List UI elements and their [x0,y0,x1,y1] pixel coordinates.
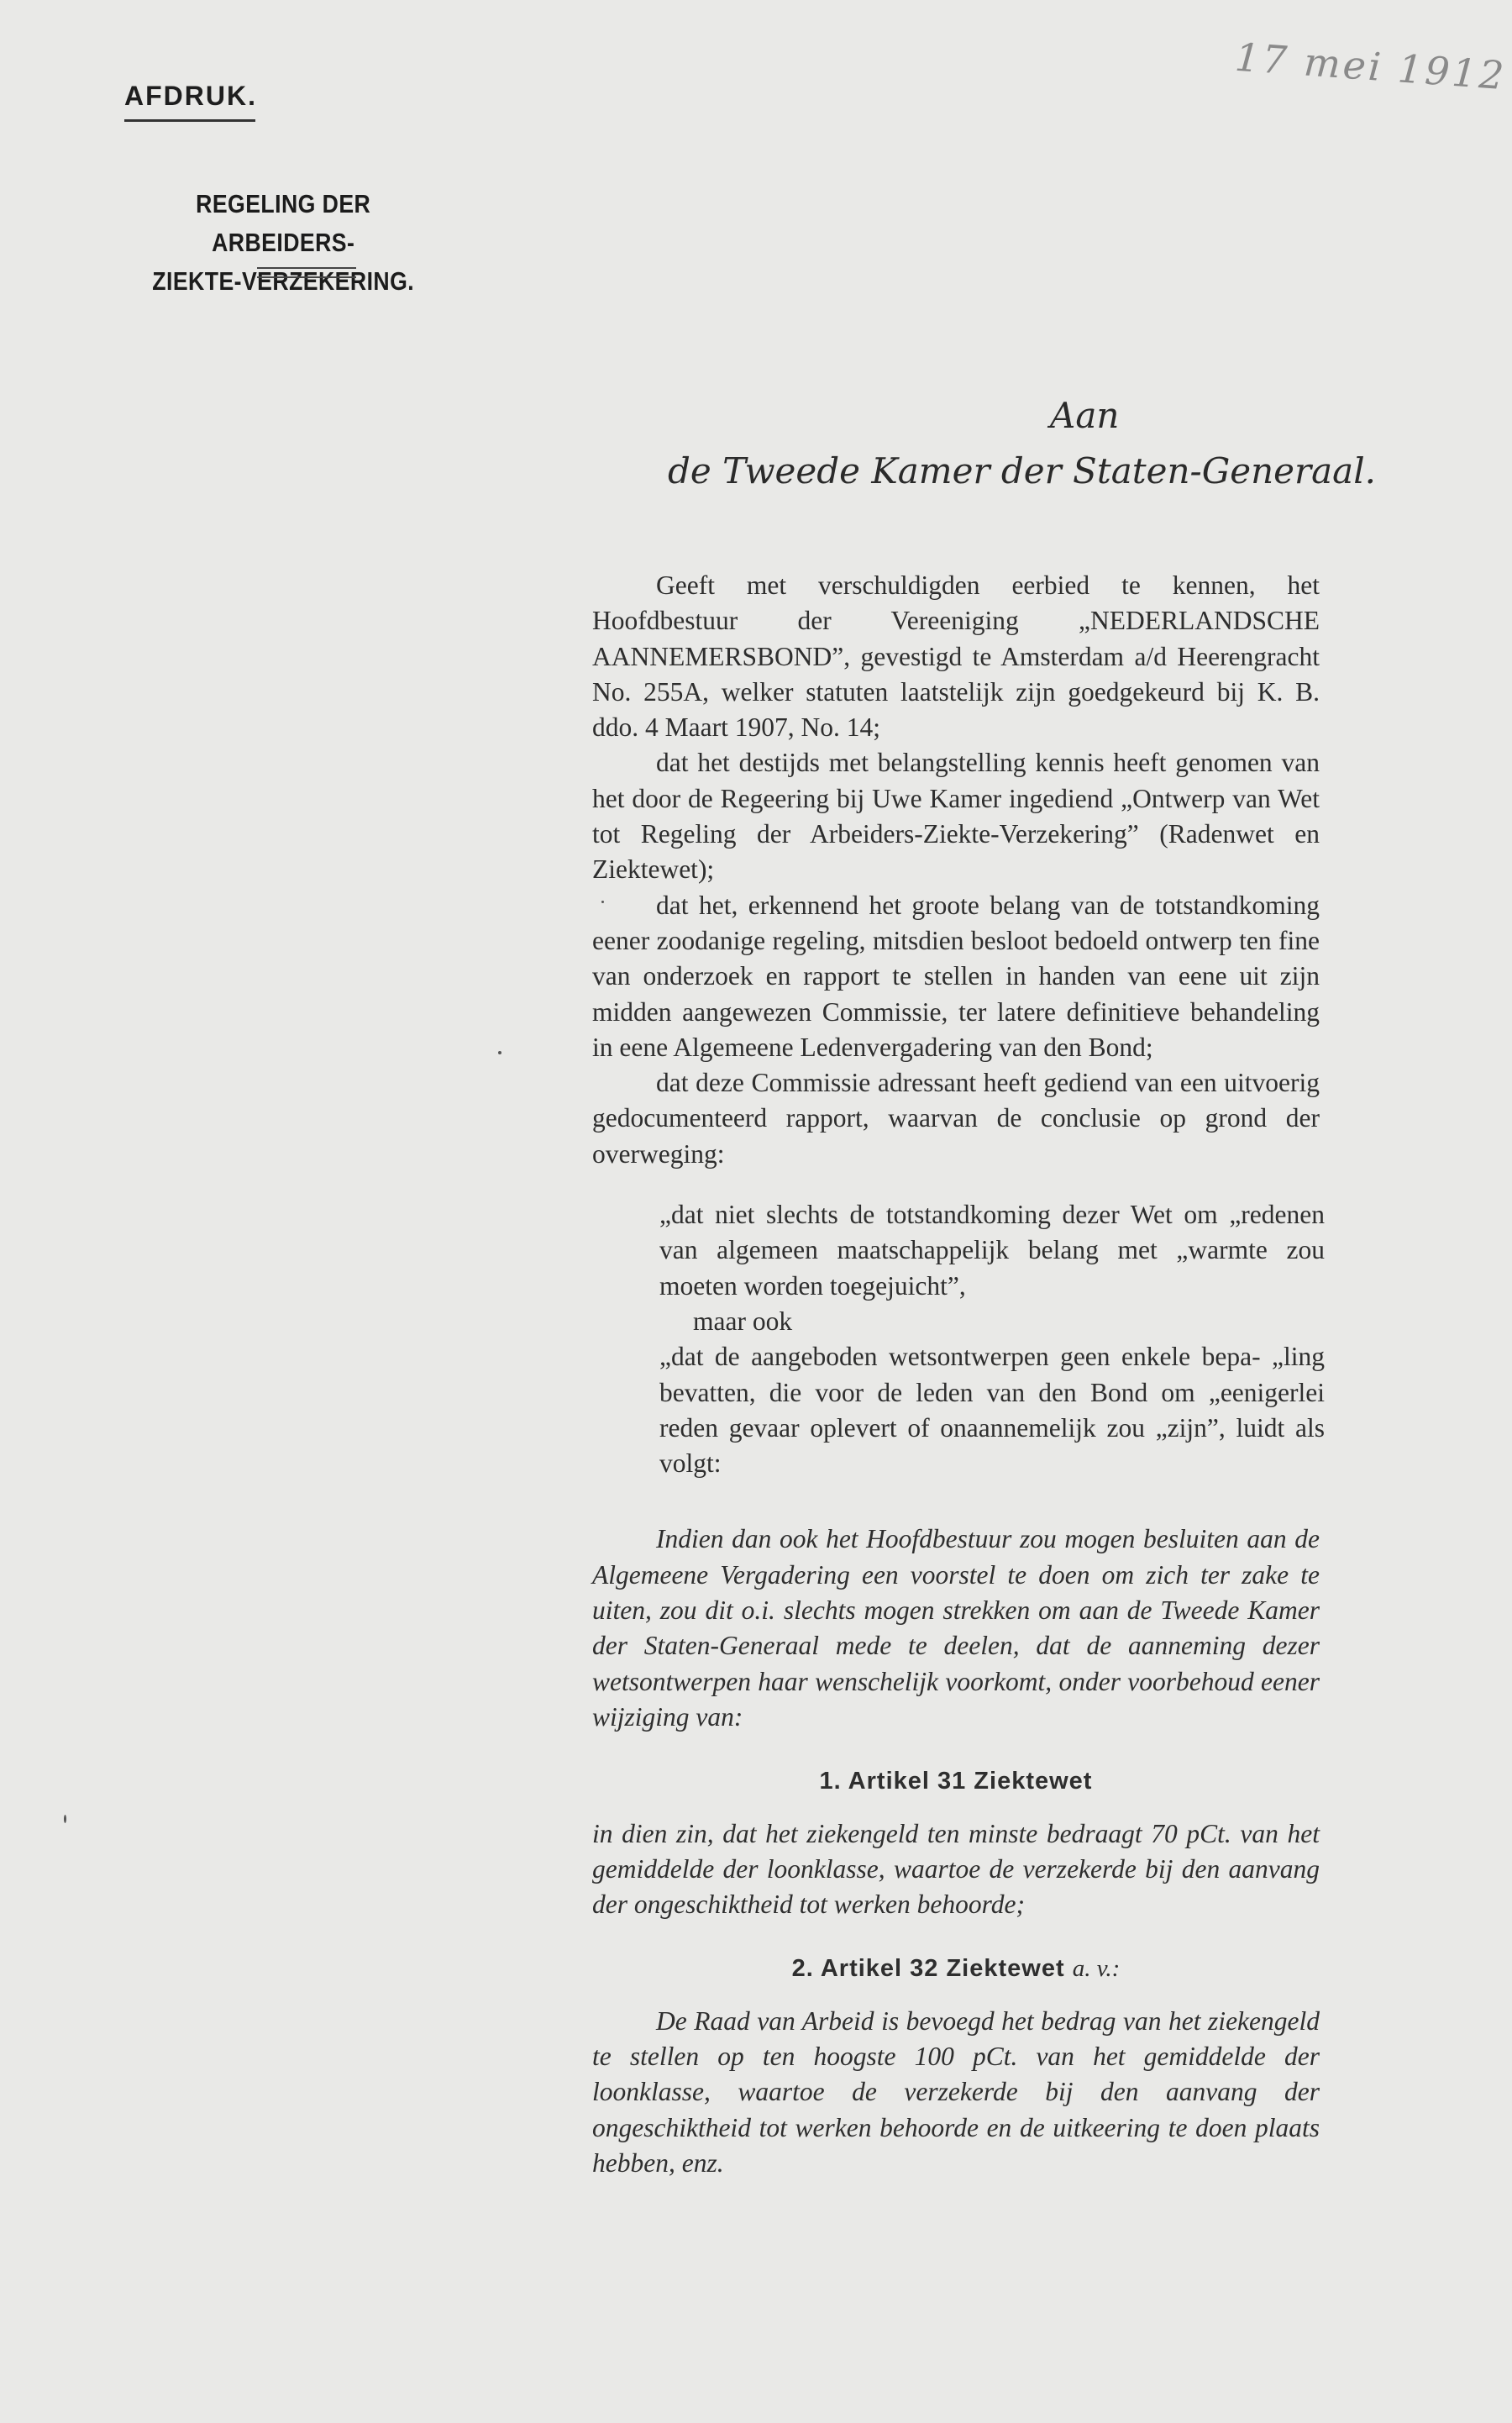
paragraph-2: dat het destijds met belangstelling kennis heeft genomen van het door de Regeering bij Uwe Kamer ingediend „Ontwerp van Wet tot Regeling der Arbeiders-Ziekte-Verzekering” (Radenwet en Ziektewet); [592,748,1320,885]
address-line-1: Aan [1050,395,1120,436]
article-2-heading [592,1951,1320,1986]
afdruk-underline [124,119,255,122]
paragraph-1: Geeft met verschuldigden eerbied te kennen, het Hoofdbestuur der Vereeniging „NEDERLANDSCHE AANNEMERSBOND”, gevestigd te Amsterdam a/d Heerengracht No. 255A, welker statuten laatstelijk zijn goedgekeurd bij K. B. ddo. 4 Maart 1907, No. 14; [592,570,1320,743]
article-1-title: 1. Artikel 31 Ziektewet [819,1768,1093,1795]
title-double-rule [257,267,356,278]
article-2-text: De Raad van Arbeid is bevoegd het bedrag van het ziekengeld te stellen op ten hoogste 100 pCt. van het gemiddelde der loonklasse, waartoe de verzekerde bij den aanvang der ongeschiktheid tot werken behoorde en de uitkeering te doen plaats hebben, enz. [592,2005,1320,2178]
quote-part-2: „dat de aangeboden wetsontwerpen geen enkele bepa- „ling bevatten, die voor de leden van den Bond om „eenigerlei reden gevaar oplevert of onaannemelijk zou „zijn”, luidt als volgt: [659,1342,1325,1479]
quote-maar-ook: maar ook [693,1306,793,1336]
title-line-1: REGELING DER ARBEIDERS- [196,189,371,257]
article-2-title: 2. Artikel 32 Ziektewet [791,1955,1065,1983]
article-2-suffix: a. v.: [1072,1955,1121,1983]
paragraph-4: dat deze Commissie adressant heeft gediend van een uitvoerig gedocumenteerd rapport, waarvan de conclusie op grond der overweging: [592,1068,1320,1169]
handwritten-date: 17 mei 1912 [1233,34,1508,99]
document-title [124,185,442,301]
paper-speck [64,1815,66,1823]
afdruk-label: AFDRUK. [124,81,257,111]
paper-speck [498,1051,501,1054]
title-line-2: ZIEKTE-VERZEKERING. [152,266,415,296]
petition-body [592,568,1325,2181]
address-line-2: de Tweede Kamer der Staten-Generaal. [668,450,1376,491]
conclusion-paragraph: Indien dan ook het Hoofdbestuur zou mogen besluiten aan de Algemeene Vergadering een voorstel te doen om zich ter zake te uiten, zou dit o.i. slechts mogen strekken om aan de Tweede Kamer der Staten-Generaal mede te deelen, dat de aanneming dezer wetsontwerpen haar wenschelijk voorkomt, onder voorbehoud eener wijziging van: [592,1524,1320,1732]
paragraph-3: dat het, erkennend het groote belang van de totstandkoming eener zoodanige regeling, mitsdien besloot bedoeld ontwerp ten fine van onderzoek en rapport te stellen in handen van eene uit zijn midden aangewezen Commissie, ter latere definitieve behandeling in eene Algemeene Ledenvergadering van den Bond; [592,890,1320,1062]
article-1-heading [592,1763,1320,1799]
paper-speck [601,901,604,903]
quote-part-1: „dat niet slechts de totstandkoming dezer Wet om „redenen van algemeen maatschappelijk belang met „warmte zou moeten worden toegejuicht”, [659,1200,1325,1301]
committee-quote [659,1197,1325,1481]
article-1-text: in dien zin, dat het ziekengeld ten minste bedraagt 70 pCt. van het gemiddelde der loonklasse, waartoe de verzekerde bij den aanvang der ongeschiktheid tot werken behoorde; [592,1818,1320,1920]
